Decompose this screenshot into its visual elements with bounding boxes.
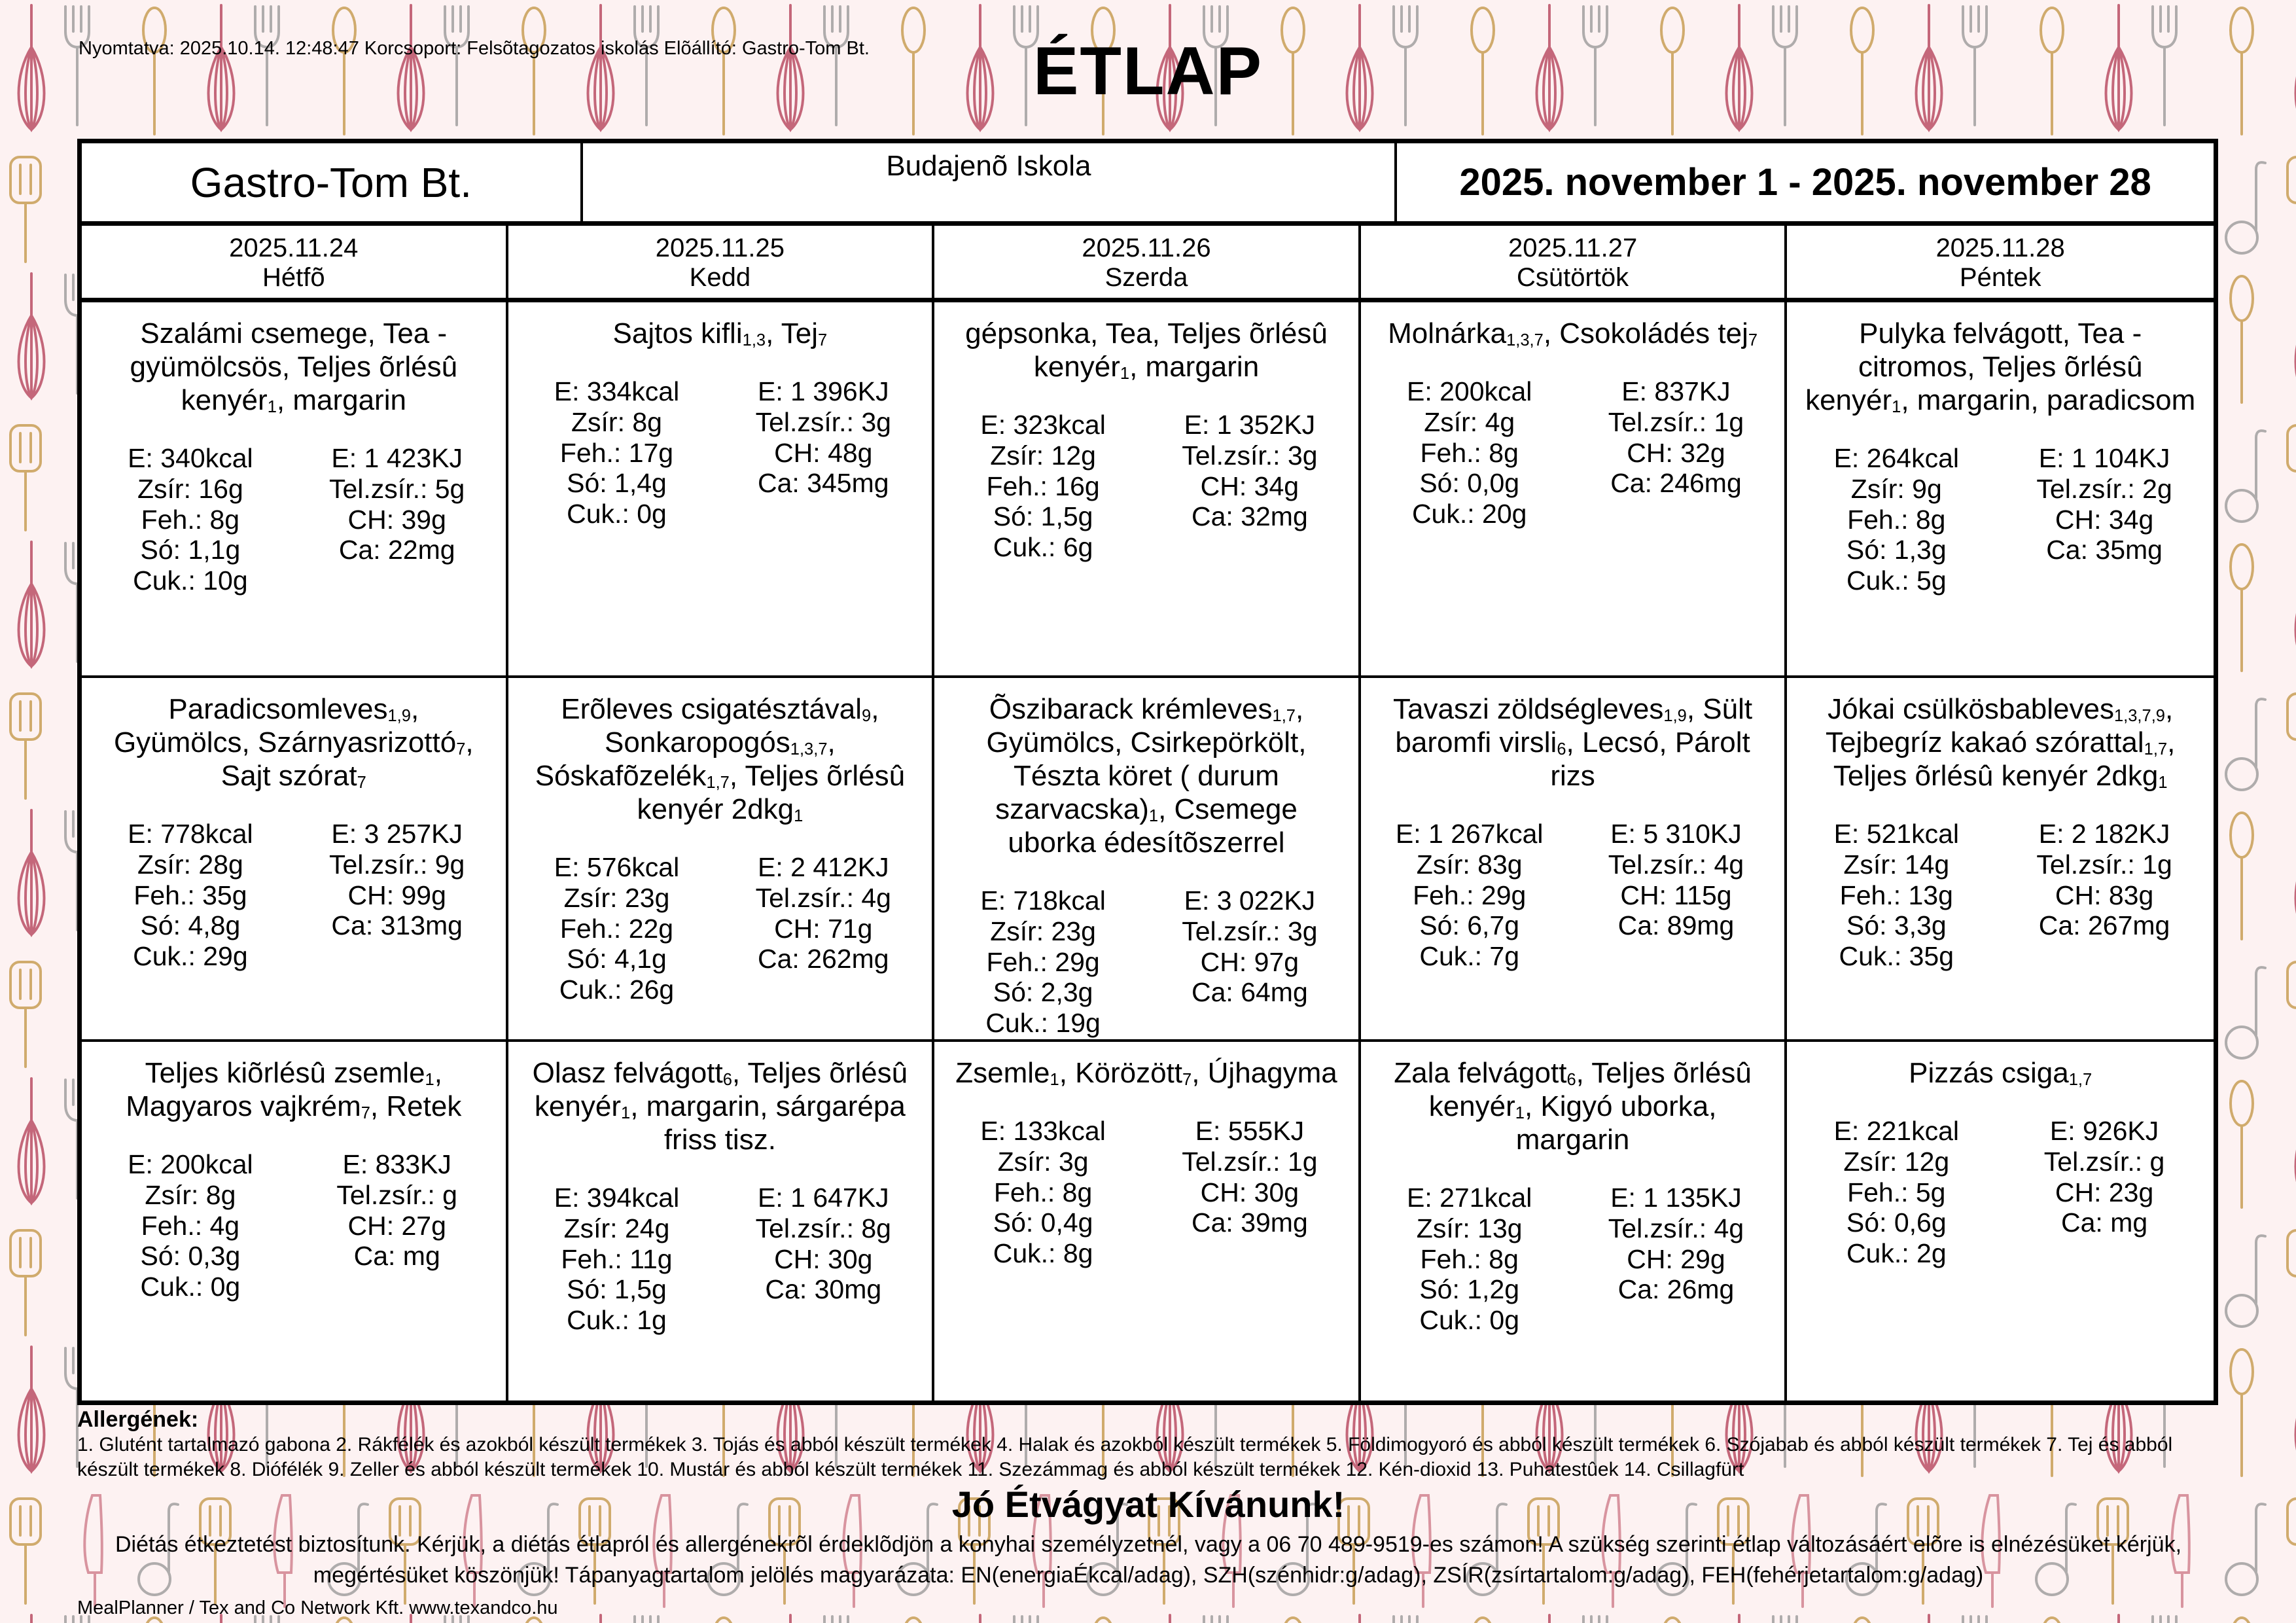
nutrition-line: Ca: 35mg bbox=[2046, 535, 2163, 565]
nutrition-line: Feh.: 4g bbox=[141, 1210, 240, 1241]
nutrition-line: Feh.: 17g bbox=[559, 437, 674, 468]
nutrition-block bbox=[1361, 819, 1785, 972]
meal-cell bbox=[1361, 302, 1788, 678]
nutrition-line: CH: 27g bbox=[347, 1210, 446, 1241]
nutrition-line: Ca: 345mg bbox=[758, 468, 889, 499]
nutrition-right-column bbox=[1573, 376, 1780, 529]
nutrition-block bbox=[1787, 1116, 2214, 1269]
nutrition-block bbox=[1787, 819, 2214, 972]
nutrition-line: Zsír: 8g bbox=[145, 1179, 236, 1210]
nutrition-line: Zsír: 83g bbox=[1416, 849, 1523, 880]
allergen-number: 1 bbox=[1050, 1070, 1059, 1089]
meal-title: Molnárka$_{1,3,7}$, Csokoládés tej$_7$ bbox=[1388, 317, 1758, 349]
nutrition-left-column bbox=[1366, 376, 1573, 529]
nutrition-line: Cuk.: 0g bbox=[140, 1272, 241, 1302]
allergen-number: 7 bbox=[361, 1103, 370, 1122]
meal-title: Zsemle$_1$, Körözött$_7$, Újhagyma bbox=[955, 1057, 1337, 1089]
meal-cell bbox=[82, 678, 508, 1042]
nutrition-line: E: 271kcal bbox=[1406, 1183, 1532, 1213]
nutrition-right-column bbox=[2000, 819, 2208, 972]
nutrition-line: Feh.: 16g bbox=[986, 471, 1100, 501]
nutrition-line: Só: 0,4g bbox=[993, 1207, 1093, 1238]
nutrition-line: CH: 34g bbox=[1200, 471, 1299, 501]
nutrition-line: E: 1 135KJ bbox=[1610, 1183, 1742, 1213]
nutrition-line: Zsír: 4g bbox=[1424, 406, 1515, 437]
day-date: 2025.11.24 bbox=[229, 234, 359, 262]
nutrition-line: Só: 4,1g bbox=[567, 944, 667, 974]
nutrition-right-column bbox=[294, 819, 501, 972]
meal-title: Sajtos kifli$_{1,3}$, Tej$_7$ bbox=[612, 317, 828, 349]
nutrition-line: Cuk.: 35g bbox=[1839, 941, 1954, 972]
nutrition-line: Só: 1,3g bbox=[1846, 535, 1947, 565]
meal-title: Pulyka felvágott, Tea - citromos, Teljes õrlésû kenyér$_1$, margarin, paradicsom bbox=[1805, 317, 2196, 417]
nutrition-right-column bbox=[720, 376, 927, 529]
allergen-number: 1 bbox=[267, 397, 277, 416]
nutrition-right-column bbox=[720, 1183, 927, 1336]
nutrition-block bbox=[934, 410, 1358, 563]
nutrition-line: Tel.zsír.: 1g bbox=[1182, 1146, 1318, 1177]
nutrition-line: E: 555KJ bbox=[1195, 1116, 1305, 1147]
day-header-csütörtök bbox=[1361, 226, 1788, 302]
meal-cell bbox=[1787, 678, 2214, 1042]
nutrition-line: Cuk.: 26g bbox=[559, 974, 675, 1005]
nutrition-line: Feh.: 8g bbox=[1420, 1243, 1519, 1274]
nutrition-line: E: 323kcal bbox=[980, 410, 1106, 440]
day-name: Kedd bbox=[689, 263, 751, 292]
allergen-number: 1,7 bbox=[2144, 740, 2168, 758]
nutrition-block bbox=[934, 1116, 1358, 1269]
school-name: Budajenõ Iskola bbox=[583, 143, 1398, 221]
day-date: 2025.11.26 bbox=[1082, 234, 1211, 262]
nutrition-left-column bbox=[514, 852, 720, 1005]
nutrition-left-column bbox=[940, 885, 1146, 1039]
nutrition-line: CH: 30g bbox=[1200, 1177, 1299, 1207]
nutrition-line: E: 718kcal bbox=[980, 885, 1106, 916]
nutrition-line: Cuk.: 0g bbox=[1419, 1305, 1520, 1336]
nutrition-line: Só: 4,8g bbox=[140, 910, 241, 941]
nutrition-line: E: 3 022KJ bbox=[1184, 885, 1316, 916]
nutrition-line: E: 334kcal bbox=[554, 376, 680, 407]
nutrition-left-column bbox=[1366, 1183, 1573, 1336]
nutrition-line: Feh.: 5g bbox=[1847, 1177, 1946, 1207]
nutrition-left-column bbox=[87, 819, 294, 972]
allergen-number: 1 bbox=[425, 1070, 434, 1089]
menu-grid bbox=[82, 226, 2214, 1400]
allergen-number: 7 bbox=[1182, 1070, 1192, 1089]
nutrition-line: Só: 0,6g bbox=[1846, 1207, 1947, 1238]
nutrition-line: E: 200kcal bbox=[128, 1149, 253, 1180]
nutrition-line: Só: 1,2g bbox=[1419, 1274, 1520, 1305]
nutrition-line: Ca: mg bbox=[2061, 1207, 2148, 1238]
nutrition-right-column bbox=[294, 443, 501, 596]
nutrition-line: E: 3 257KJ bbox=[331, 819, 463, 849]
nutrition-right-column bbox=[2000, 443, 2208, 596]
allergen-number: 7 bbox=[818, 330, 828, 349]
allergen-number: 7 bbox=[1748, 330, 1758, 349]
nutrition-line: Tel.zsír.: 4g bbox=[1608, 1213, 1744, 1243]
nutrition-line: Só: 1,1g bbox=[140, 535, 241, 565]
meal-title: Erõleves csigatésztával$_9$, Sonkaropogós$_{1,3,7}$, Sóskafõzelék$_{1,7}$, Teljes õrlésû kenyér 2dkg$_1$ bbox=[535, 693, 906, 826]
table-header-row bbox=[82, 143, 2214, 226]
meal-title: Õszibarack krémleves$_{1,7}$, Gyümölcs, Csirkepörkölt, Tészta köret ( durum $szarvacska)_1$, Csemege uborka édesítõszerrel bbox=[986, 693, 1307, 859]
nutrition-line: Cuk.: 6g bbox=[993, 532, 1093, 562]
nutrition-block bbox=[508, 852, 932, 1005]
day-name: Szerda bbox=[1104, 263, 1188, 292]
nutrition-line: Ca: 89mg bbox=[1617, 910, 1735, 941]
allergen-number: 7 bbox=[456, 740, 466, 758]
nutrition-line: Zsír: 13g bbox=[1416, 1213, 1523, 1243]
nutrition-left-column bbox=[87, 1149, 294, 1302]
allergen-number: 1,7 bbox=[2068, 1070, 2093, 1089]
nutrition-block bbox=[82, 819, 506, 972]
meal-cell bbox=[1787, 302, 2214, 678]
nutrition-left-column bbox=[940, 410, 1146, 563]
nutrition-line: Tel.zsír.: 3g bbox=[1182, 916, 1318, 946]
allergen-number: 1,7 bbox=[1272, 706, 1296, 725]
day-date: 2025.11.25 bbox=[655, 234, 785, 262]
day-header-hétfõ bbox=[82, 226, 508, 302]
meal-title: Pizzás csiga$_{1,7}$ bbox=[1909, 1057, 2093, 1089]
nutrition-line: CH: 48g bbox=[774, 437, 873, 468]
allergen-number: 1 bbox=[2158, 773, 2168, 792]
nutrition-line: Feh.: 13g bbox=[1839, 880, 1953, 910]
meal-title: gépsonka, Tea, Teljes õrlésû kenyér$_1$, margarin bbox=[965, 317, 1328, 383]
allergen-list: 1. Glutént tartalmazó gabona 2. Rákfélék és azokból készült termékek 3. Tojás és abból készült termékek 4. Halak és azokból készült termékek 5. Földimogyoró és abból készült termékek 6. Szójabab és abból készült termékek 7. Tej és abból készült termékek 8. Diófélék 9. Zeller és abból készült termékek 10. Mustár és abból készült termékek 11. Szezámmag és abból készült termékek 12. Kén-dioxid 13. Puhatestûek 14. Csillagfürt bbox=[77, 1434, 2173, 1480]
nutrition-line: Ca: 30mg bbox=[765, 1274, 882, 1305]
nutrition-line: Tel.zsír.: g bbox=[336, 1179, 457, 1210]
nutrition-line: E: 521kcal bbox=[1833, 819, 1960, 849]
nutrition-line: CH: 115g bbox=[1620, 880, 1732, 910]
meal-title: Teljes kiõrlésû zsemle$_1$, Magyaros vajkrém$_7$, Retek bbox=[126, 1057, 462, 1123]
allergen-number: 1 bbox=[794, 806, 804, 825]
allergen-number: 1,3,7,9 bbox=[2113, 706, 2165, 725]
nutrition-line: E: 2 412KJ bbox=[758, 852, 889, 883]
allergen-number: 1 bbox=[1892, 397, 1901, 416]
nutrition-right-column bbox=[1573, 1183, 1780, 1336]
nutrition-line: Feh.: 29g bbox=[986, 946, 1100, 977]
allergen-number: 1,9 bbox=[1663, 706, 1687, 725]
nutrition-line: Tel.zsír.: 1g bbox=[1608, 406, 1744, 437]
nutrition-line: E: 133kcal bbox=[980, 1116, 1106, 1147]
nutrition-line: E: 5 310KJ bbox=[1610, 819, 1742, 849]
meal-cell bbox=[508, 302, 935, 678]
meal-cell bbox=[1361, 1042, 1788, 1400]
nutrition-line: Feh.: 8g bbox=[141, 504, 240, 535]
diet-info-text: Diétás étkeztetést biztosítunk. Kérjük, a diétás étlapról és allergénekrõl érdeklõdjön a konyhai személyzetnél, vagy a 06 70 489-9519-es számon! A szükség szerinti étlap változásáért elõre is elnézésüket kérjük, megértésüket köszönjük! Tápanyagtartalom jelölés magyarázata: EN(energiaÉkcal/adag), SZH(szénhidr:g/adag), ZSÍR(zsírtartalom:g/adag), FEH(fehérjetartalom:g/adag) bbox=[115, 1532, 2182, 1588]
meal-cell bbox=[508, 1042, 935, 1400]
nutrition-line: Só: 0,0g bbox=[1419, 468, 1520, 499]
nutrition-line: E: 833KJ bbox=[342, 1149, 451, 1180]
nutrition-line: CH: 39g bbox=[347, 504, 446, 535]
meal-cell bbox=[934, 302, 1361, 678]
nutrition-line: Tel.zsír.: 5g bbox=[329, 473, 465, 504]
menu-table bbox=[77, 139, 2218, 1405]
nutrition-line: Ca: 32mg bbox=[1192, 501, 1308, 532]
provider-name: Gastro-Tom Bt. bbox=[82, 143, 583, 221]
nutrition-left-column bbox=[514, 376, 720, 529]
allergen-number: 1,3,7 bbox=[790, 740, 828, 758]
nutrition-line: Zsír: 16g bbox=[137, 473, 243, 504]
allergen-number: 1 bbox=[1120, 364, 1130, 383]
meal-title: Zala felvágott$_6$, Teljes õrlésû kenyér$_1$, Kigyó uborka, margarin bbox=[1394, 1057, 1752, 1156]
nutrition-line: Só: 0,3g bbox=[140, 1241, 241, 1272]
nutrition-line: Zsír: 14g bbox=[1843, 849, 1950, 880]
nutrition-line: CH: 97g bbox=[1200, 946, 1299, 977]
meal-cell bbox=[934, 678, 1361, 1042]
nutrition-line: E: 1 423KJ bbox=[331, 443, 463, 474]
nutrition-line: Cuk.: 5g bbox=[1846, 565, 1947, 596]
nutrition-line: Zsír: 23g bbox=[563, 882, 670, 913]
nutrition-line: Cuk.: 2g bbox=[1846, 1238, 1947, 1268]
nutrition-line: Zsír: 12g bbox=[990, 440, 1096, 471]
nutrition-block bbox=[508, 376, 932, 529]
nutrition-block bbox=[82, 1149, 506, 1302]
nutrition-line: Zsír: 24g bbox=[563, 1213, 670, 1243]
nutrition-line: Ca: 22mg bbox=[338, 535, 455, 565]
footer-area bbox=[77, 1407, 2219, 1619]
nutrition-line: Feh.: 22g bbox=[559, 913, 674, 944]
nutrition-line: E: 1 352KJ bbox=[1184, 410, 1316, 440]
nutrition-line: Tel.zsír.: 1g bbox=[2036, 849, 2172, 880]
allergen-number: 1,7 bbox=[706, 773, 730, 792]
nutrition-right-column bbox=[1573, 819, 1780, 972]
nutrition-line: Tel.zsír.: g bbox=[2043, 1146, 2165, 1177]
allergen-number: 6 bbox=[1566, 1070, 1576, 1089]
allergen-number: 9 bbox=[862, 706, 872, 725]
nutrition-line: Feh.: 29g bbox=[1413, 880, 1527, 910]
nutrition-block bbox=[1361, 1183, 1785, 1336]
nutrition-line: Ca: 313mg bbox=[331, 910, 463, 941]
nutrition-line: Tel.zsír.: 9g bbox=[329, 849, 465, 880]
nutrition-line: Tel.zsír.: 8g bbox=[755, 1213, 891, 1243]
nutrition-line: CH: 23g bbox=[2055, 1177, 2154, 1207]
meal-title: Szalámi csemege, Tea - gyümölcsös, Teljes õrlésû kenyér$_1$, margarin bbox=[130, 317, 458, 417]
page-title: ÉTLAP bbox=[1033, 33, 1263, 109]
nutrition-line: Só: 2,3g bbox=[993, 977, 1093, 1008]
nutrition-line: E: 1 267kcal bbox=[1395, 819, 1544, 849]
nutrition-line: E: 2 182KJ bbox=[2038, 819, 2170, 849]
nutrition-line: E: 778kcal bbox=[128, 819, 253, 849]
meal-title: Jókai csülkösbableves$_{1,3,7,9}$, Tejbegríz kakaó szórattal$_{1,7}$, Teljes õrlésû kenyér 2dkg$_1$ bbox=[1825, 693, 2176, 793]
allergen-number: 1,9 bbox=[387, 706, 411, 725]
print-info-line: Nyomtatva: 2025.10.14. 12:48:47 Korcsoport: Felsõtagozatos iskolás Elõállító: Gastro-Tom Bt. bbox=[79, 38, 870, 59]
meal-title: Olasz felvágott$_6$, Teljes õrlésû kenyér$_1$, margarin, sárgarépa friss tisz. bbox=[532, 1057, 908, 1156]
allergen-number: 1 bbox=[1148, 806, 1159, 825]
nutrition-block bbox=[934, 885, 1358, 1039]
nutrition-right-column bbox=[1146, 885, 1353, 1039]
nutrition-line: Só: 1,4g bbox=[567, 468, 667, 499]
nutrition-line: Ca: mg bbox=[353, 1241, 440, 1272]
nutrition-line: Ca: 26mg bbox=[1617, 1274, 1735, 1305]
meal-cell bbox=[82, 302, 508, 678]
nutrition-line: E: 1 647KJ bbox=[758, 1183, 889, 1213]
day-date: 2025.11.27 bbox=[1508, 234, 1638, 262]
nutrition-line: CH: 30g bbox=[774, 1243, 873, 1274]
allergen-title: Allergének: bbox=[77, 1407, 199, 1432]
nutrition-left-column bbox=[940, 1116, 1146, 1269]
nutrition-line: Cuk.: 1g bbox=[567, 1305, 667, 1336]
nutrition-line: Zsír: 9g bbox=[1850, 473, 1942, 504]
nutrition-line: Ca: 246mg bbox=[1610, 468, 1742, 499]
day-name: Csütörtök bbox=[1517, 263, 1629, 292]
day-header-kedd bbox=[508, 226, 935, 302]
allergen-number: 7 bbox=[357, 773, 366, 792]
nutrition-line: CH: 71g bbox=[774, 913, 873, 944]
nutrition-line: Só: 6,7g bbox=[1419, 910, 1520, 941]
nutrition-line: Feh.: 8g bbox=[1847, 504, 1946, 535]
nutrition-line: Cuk.: 19g bbox=[985, 1008, 1101, 1039]
nutrition-line: CH: 32g bbox=[1627, 437, 1725, 468]
meal-title: Tavaszi zöldségleves$_{1,9}$, Sült baromfi virsli$_6$, Lecsó, Párolt rizs bbox=[1393, 693, 1753, 793]
nutrition-line: E: 576kcal bbox=[554, 852, 680, 883]
nutrition-line: Feh.: 11g bbox=[561, 1243, 673, 1274]
nutrition-line: Ca: 64mg bbox=[1192, 977, 1308, 1008]
meal-cell bbox=[82, 1042, 508, 1400]
allergen-number: 6 bbox=[722, 1070, 732, 1089]
nutrition-line: Zsír: 23g bbox=[990, 916, 1096, 946]
nutrition-line: Zsír: 12g bbox=[1843, 1146, 1950, 1177]
nutrition-line: E: 1 396KJ bbox=[758, 376, 889, 407]
nutrition-left-column bbox=[1792, 443, 2000, 596]
meal-cell bbox=[934, 1042, 1361, 1400]
nutrition-line: Ca: 39mg bbox=[1192, 1207, 1308, 1238]
nutrition-line: Tel.zsír.: 4g bbox=[1608, 849, 1744, 880]
allergen-number: 1,3 bbox=[742, 330, 766, 349]
nutrition-line: Feh.: 35g bbox=[133, 880, 247, 910]
day-name: Hétfõ bbox=[262, 263, 325, 292]
date-range: 2025. november 1 - 2025. november 28 bbox=[1459, 161, 2151, 204]
nutrition-line: Zsír: 8g bbox=[571, 406, 662, 437]
nutrition-line: Ca: 262mg bbox=[758, 944, 889, 974]
nutrition-right-column bbox=[720, 852, 927, 1005]
nutrition-right-column bbox=[294, 1149, 501, 1302]
nutrition-line: Só: 1,5g bbox=[567, 1274, 667, 1305]
nutrition-line: Tel.zsír.: 2g bbox=[2036, 473, 2172, 504]
nutrition-line: Cuk.: 0g bbox=[567, 498, 667, 529]
nutrition-line: CH: 83g bbox=[2055, 880, 2154, 910]
day-header-péntek bbox=[1787, 226, 2214, 302]
nutrition-line: CH: 99g bbox=[347, 880, 446, 910]
nutrition-line: Cuk.: 10g bbox=[133, 565, 248, 596]
nutrition-line: E: 264kcal bbox=[1833, 443, 1960, 474]
meal-title: Paradicsomleves$_{1,9}$, Gyümölcs, Szárnyasrizottó$_7$, Sajt szórat$_7$ bbox=[113, 693, 474, 793]
nutrition-block bbox=[1787, 443, 2214, 596]
nutrition-line: Tel.zsír.: 3g bbox=[1182, 440, 1318, 471]
nutrition-right-column bbox=[1146, 1116, 1353, 1269]
nutrition-line: E: 340kcal bbox=[128, 443, 253, 474]
allergen-number: 1 bbox=[1515, 1103, 1525, 1122]
nutrition-block bbox=[508, 1183, 932, 1336]
allergen-number: 1 bbox=[621, 1103, 631, 1122]
nutrition-left-column bbox=[87, 443, 294, 596]
allergen-number: 1,3,7 bbox=[1506, 330, 1544, 349]
nutrition-line: Ca: 267mg bbox=[2038, 910, 2170, 941]
nutrition-line: Cuk.: 29g bbox=[133, 941, 248, 972]
nutrition-right-column bbox=[1146, 410, 1353, 563]
nutrition-line: Zsír: 3g bbox=[997, 1146, 1089, 1177]
day-date: 2025.11.28 bbox=[1935, 234, 2065, 262]
day-name: Péntek bbox=[1959, 263, 2041, 292]
nutrition-line: Feh.: 8g bbox=[1420, 437, 1519, 468]
nutrition-line: E: 394kcal bbox=[554, 1183, 680, 1213]
nutrition-line: CH: 34g bbox=[2055, 504, 2154, 535]
footer-brand: MealPlanner / Tex and Co Network Kft. www.texandco.hu bbox=[77, 1597, 558, 1618]
nutrition-left-column bbox=[1792, 1116, 2000, 1269]
nutrition-line: Cuk.: 7g bbox=[1419, 941, 1520, 972]
nutrition-block bbox=[82, 443, 506, 596]
nutrition-line: Feh.: 8g bbox=[993, 1177, 1093, 1207]
nutrition-line: E: 837KJ bbox=[1621, 376, 1731, 407]
bon-appetit-message: Jó Étvágyat Kívánunk! bbox=[951, 1484, 1345, 1525]
nutrition-right-column bbox=[2000, 1116, 2208, 1269]
nutrition-line: E: 200kcal bbox=[1406, 376, 1532, 407]
nutrition-line: Cuk.: 8g bbox=[993, 1238, 1093, 1268]
nutrition-left-column bbox=[1366, 819, 1573, 972]
meal-cell bbox=[1787, 1042, 2214, 1400]
nutrition-left-column bbox=[1792, 819, 2000, 972]
nutrition-line: Só: 1,5g bbox=[993, 501, 1093, 532]
nutrition-line: Tel.zsír.: 3g bbox=[755, 406, 891, 437]
nutrition-line: E: 1 104KJ bbox=[2038, 443, 2170, 474]
nutrition-line: Só: 3,3g bbox=[1846, 910, 1947, 941]
nutrition-line: Zsír: 28g bbox=[137, 849, 243, 880]
meal-cell bbox=[508, 678, 935, 1042]
meal-cell bbox=[1361, 678, 1788, 1042]
nutrition-line: Cuk.: 20g bbox=[1411, 498, 1527, 529]
allergen-number: 6 bbox=[1557, 740, 1566, 758]
nutrition-line: E: 221kcal bbox=[1833, 1116, 1960, 1147]
day-header-szerda bbox=[934, 226, 1361, 302]
nutrition-left-column bbox=[514, 1183, 720, 1336]
nutrition-line: E: 926KJ bbox=[2049, 1116, 2159, 1147]
nutrition-block bbox=[1361, 376, 1785, 529]
nutrition-line: Tel.zsír.: 4g bbox=[755, 882, 891, 913]
nutrition-line: CH: 29g bbox=[1627, 1243, 1725, 1274]
